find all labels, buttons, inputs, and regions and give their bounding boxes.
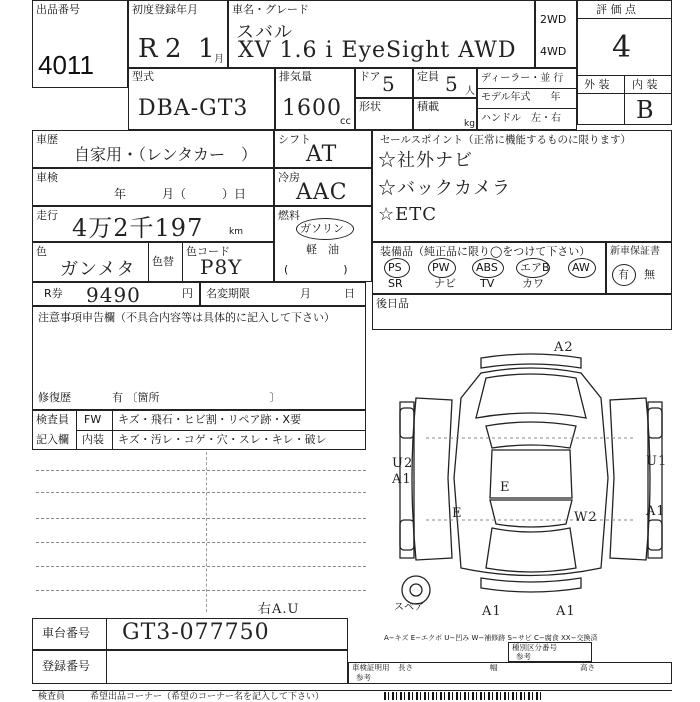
int-grade-value: B [636, 96, 655, 124]
equip-aw: AW [572, 261, 590, 274]
selling-point-2: ☆バックカメラ [378, 178, 511, 199]
equip-abs: ABS [476, 261, 498, 274]
warranty-no: 無 [644, 268, 655, 281]
first-reg-year: 2 [165, 34, 183, 64]
first-reg-label: 初度登録年月 [132, 3, 198, 16]
recolor-label: 色替 [152, 255, 174, 268]
mileage-label: 走行 [36, 209, 58, 222]
inspect-label: 車検 [36, 171, 58, 184]
equip-tv: TV [480, 277, 495, 290]
name-change-label: 名変期限 [206, 287, 250, 300]
ext-grade-label: 外 装 [584, 78, 610, 91]
doors-value: 5 [382, 72, 396, 96]
car-model: XV 1.6 i EyeSight AWD [238, 38, 517, 63]
model-year-label: モデル年式 年 [481, 92, 561, 103]
warranty-label: 新車保証書 [610, 246, 660, 257]
inspect-value: 年 月（ ）日 [114, 187, 247, 201]
chassis-value: GT3-077750 [122, 620, 270, 645]
equip-leather: カワ [522, 277, 544, 290]
legend: A−キズ E−エクボ U−凹み W−補修跡 S−サビ C−腐食 XX−交換済 [384, 634, 598, 642]
entry-label: 記入欄 [36, 433, 69, 446]
category-label: 種別区分番号 [512, 643, 557, 652]
equip-pw: PW [432, 261, 450, 274]
equipment-label: 装備品（純正品に限り◯をつけて下さい） [380, 245, 591, 258]
equip-sr: SR [388, 277, 403, 290]
fuel-other: ( ) [284, 263, 348, 276]
diagram-note: 右A.U [258, 602, 300, 617]
selling-point-3: ☆ETC [378, 204, 438, 225]
equip-navi: ナビ [434, 277, 456, 290]
dealer-label: ディーラー・並 行 [481, 73, 564, 84]
ac-value: AAC [296, 180, 348, 205]
color-code-value: P8Y [200, 255, 243, 279]
rear-items-label: 後日品 [376, 297, 409, 310]
cc-value: 1600 [282, 96, 342, 121]
load-label: 積載 [417, 100, 439, 113]
type-label: 型式 [132, 70, 154, 83]
name-change-value: 月 日 [300, 287, 355, 300]
selling-point-1: ☆社外ナビ [378, 150, 473, 171]
cert-box [348, 662, 672, 684]
history-label: 車歴 [36, 133, 58, 146]
mark-w2: W2 [574, 510, 598, 525]
mark-a1-rear-left: A1 [482, 604, 502, 619]
bottom-label: 検査員 [38, 692, 66, 702]
seats-label: 定員 [417, 70, 439, 83]
length-label: 長さ [398, 663, 413, 672]
mark-u1: U1 [646, 454, 668, 469]
fuel-diesel: 軽 油 [306, 243, 339, 256]
handle-label: ハンドル 左・右 [481, 113, 561, 124]
load-unit: kg [464, 119, 475, 129]
int-grade-label: 内 装 [632, 78, 658, 91]
chassis-label: 車台番号 [42, 626, 91, 640]
drive-4wd: 4WD [540, 45, 567, 58]
reg-label: 登録番号 [42, 659, 91, 673]
int-label: 内装 [82, 433, 104, 446]
mark-e-roof: E [500, 480, 511, 495]
color-code-label: 色コード [186, 245, 230, 258]
cert-label: 車検証明用 [352, 663, 390, 672]
width-label: 幅 [490, 663, 498, 672]
car-name-label: 車名・グレード [232, 3, 309, 16]
mark-e-side: E [452, 506, 463, 521]
spare-label: スペア [394, 602, 424, 613]
mark-a1-rear-right: A1 [556, 604, 576, 619]
mark-u2: U2 [392, 456, 414, 471]
mark-a1-right: A1 [646, 504, 666, 519]
cert-ref: 参考 [356, 673, 371, 682]
first-reg-month: 1 [198, 34, 216, 64]
doors-label: ドア [359, 70, 381, 83]
mark-a1-left: A1 [392, 472, 412, 487]
lot-label: 出品番号 [36, 3, 80, 16]
category-ref: 参考 [516, 652, 531, 661]
cc-unit: cc [340, 116, 351, 127]
drive-2wd: 2WD [540, 13, 567, 26]
barcode [384, 692, 544, 700]
bottom-text: 希望出品コーナー（希望のコーナー名を記入して下さい） [90, 692, 325, 702]
shift-value: AT [306, 142, 338, 167]
car-damage-diagram [386, 338, 676, 628]
height-label: 高さ [580, 663, 595, 672]
recycle-label: R券 [44, 287, 63, 300]
car-maker: スバル [236, 22, 293, 43]
inspector-label: 検査員 [36, 413, 69, 426]
repair-label: 修復歴 [38, 391, 71, 404]
mark-a2: A2 [554, 340, 574, 355]
shape-label: 形状 [359, 100, 381, 113]
mileage-unit: km [229, 227, 243, 237]
equip-airbag: エアB [520, 261, 550, 274]
type-value: DBA-GT3 [138, 96, 249, 121]
first-reg-era: R [138, 34, 159, 64]
selling-points-label: セールスポイント（正常に機能するものに限ります） [380, 134, 632, 146]
mileage-value: 4万2千197 [72, 214, 204, 242]
color-label: 色 [36, 245, 47, 258]
shift-label: シフト [278, 133, 311, 146]
fw-label: FW [84, 413, 102, 426]
fw-items: キズ・飛石・ヒビ割・リペア跡・X要 [118, 413, 302, 426]
grade-label: 評 価 点 [596, 3, 636, 16]
first-reg-month-unit: 月 [214, 54, 224, 65]
color-value: ガンメタ [60, 259, 136, 280]
notes-label: 注意事項申告欄（不具合内容等は具体的に記入して下さい） [38, 311, 335, 324]
recycle-unit: 円 [182, 287, 193, 300]
fuel-gas: ガソリン [300, 222, 344, 235]
rear-items-box [372, 294, 672, 330]
seats-unit: 人 [465, 86, 475, 97]
history-value: 自家用・（レンタカー ） [74, 145, 257, 164]
cc-label: 排気量 [279, 70, 312, 83]
grade-value: 4 [612, 30, 633, 65]
equip-ps: PS [388, 261, 402, 274]
int-items: キズ・汚レ・コゲ・穴・スレ・キレ・破レ [118, 433, 327, 446]
repair-value: 有 〔箇所 〕 [112, 391, 281, 404]
warranty-yes: 有 [618, 268, 629, 281]
fuel-label: 燃料 [278, 209, 300, 222]
ac-label: 冷房 [278, 171, 300, 184]
seats-value: 5 [445, 72, 459, 96]
recycle-value: 9490 [86, 283, 141, 307]
lot-number: 4011 [38, 50, 94, 80]
